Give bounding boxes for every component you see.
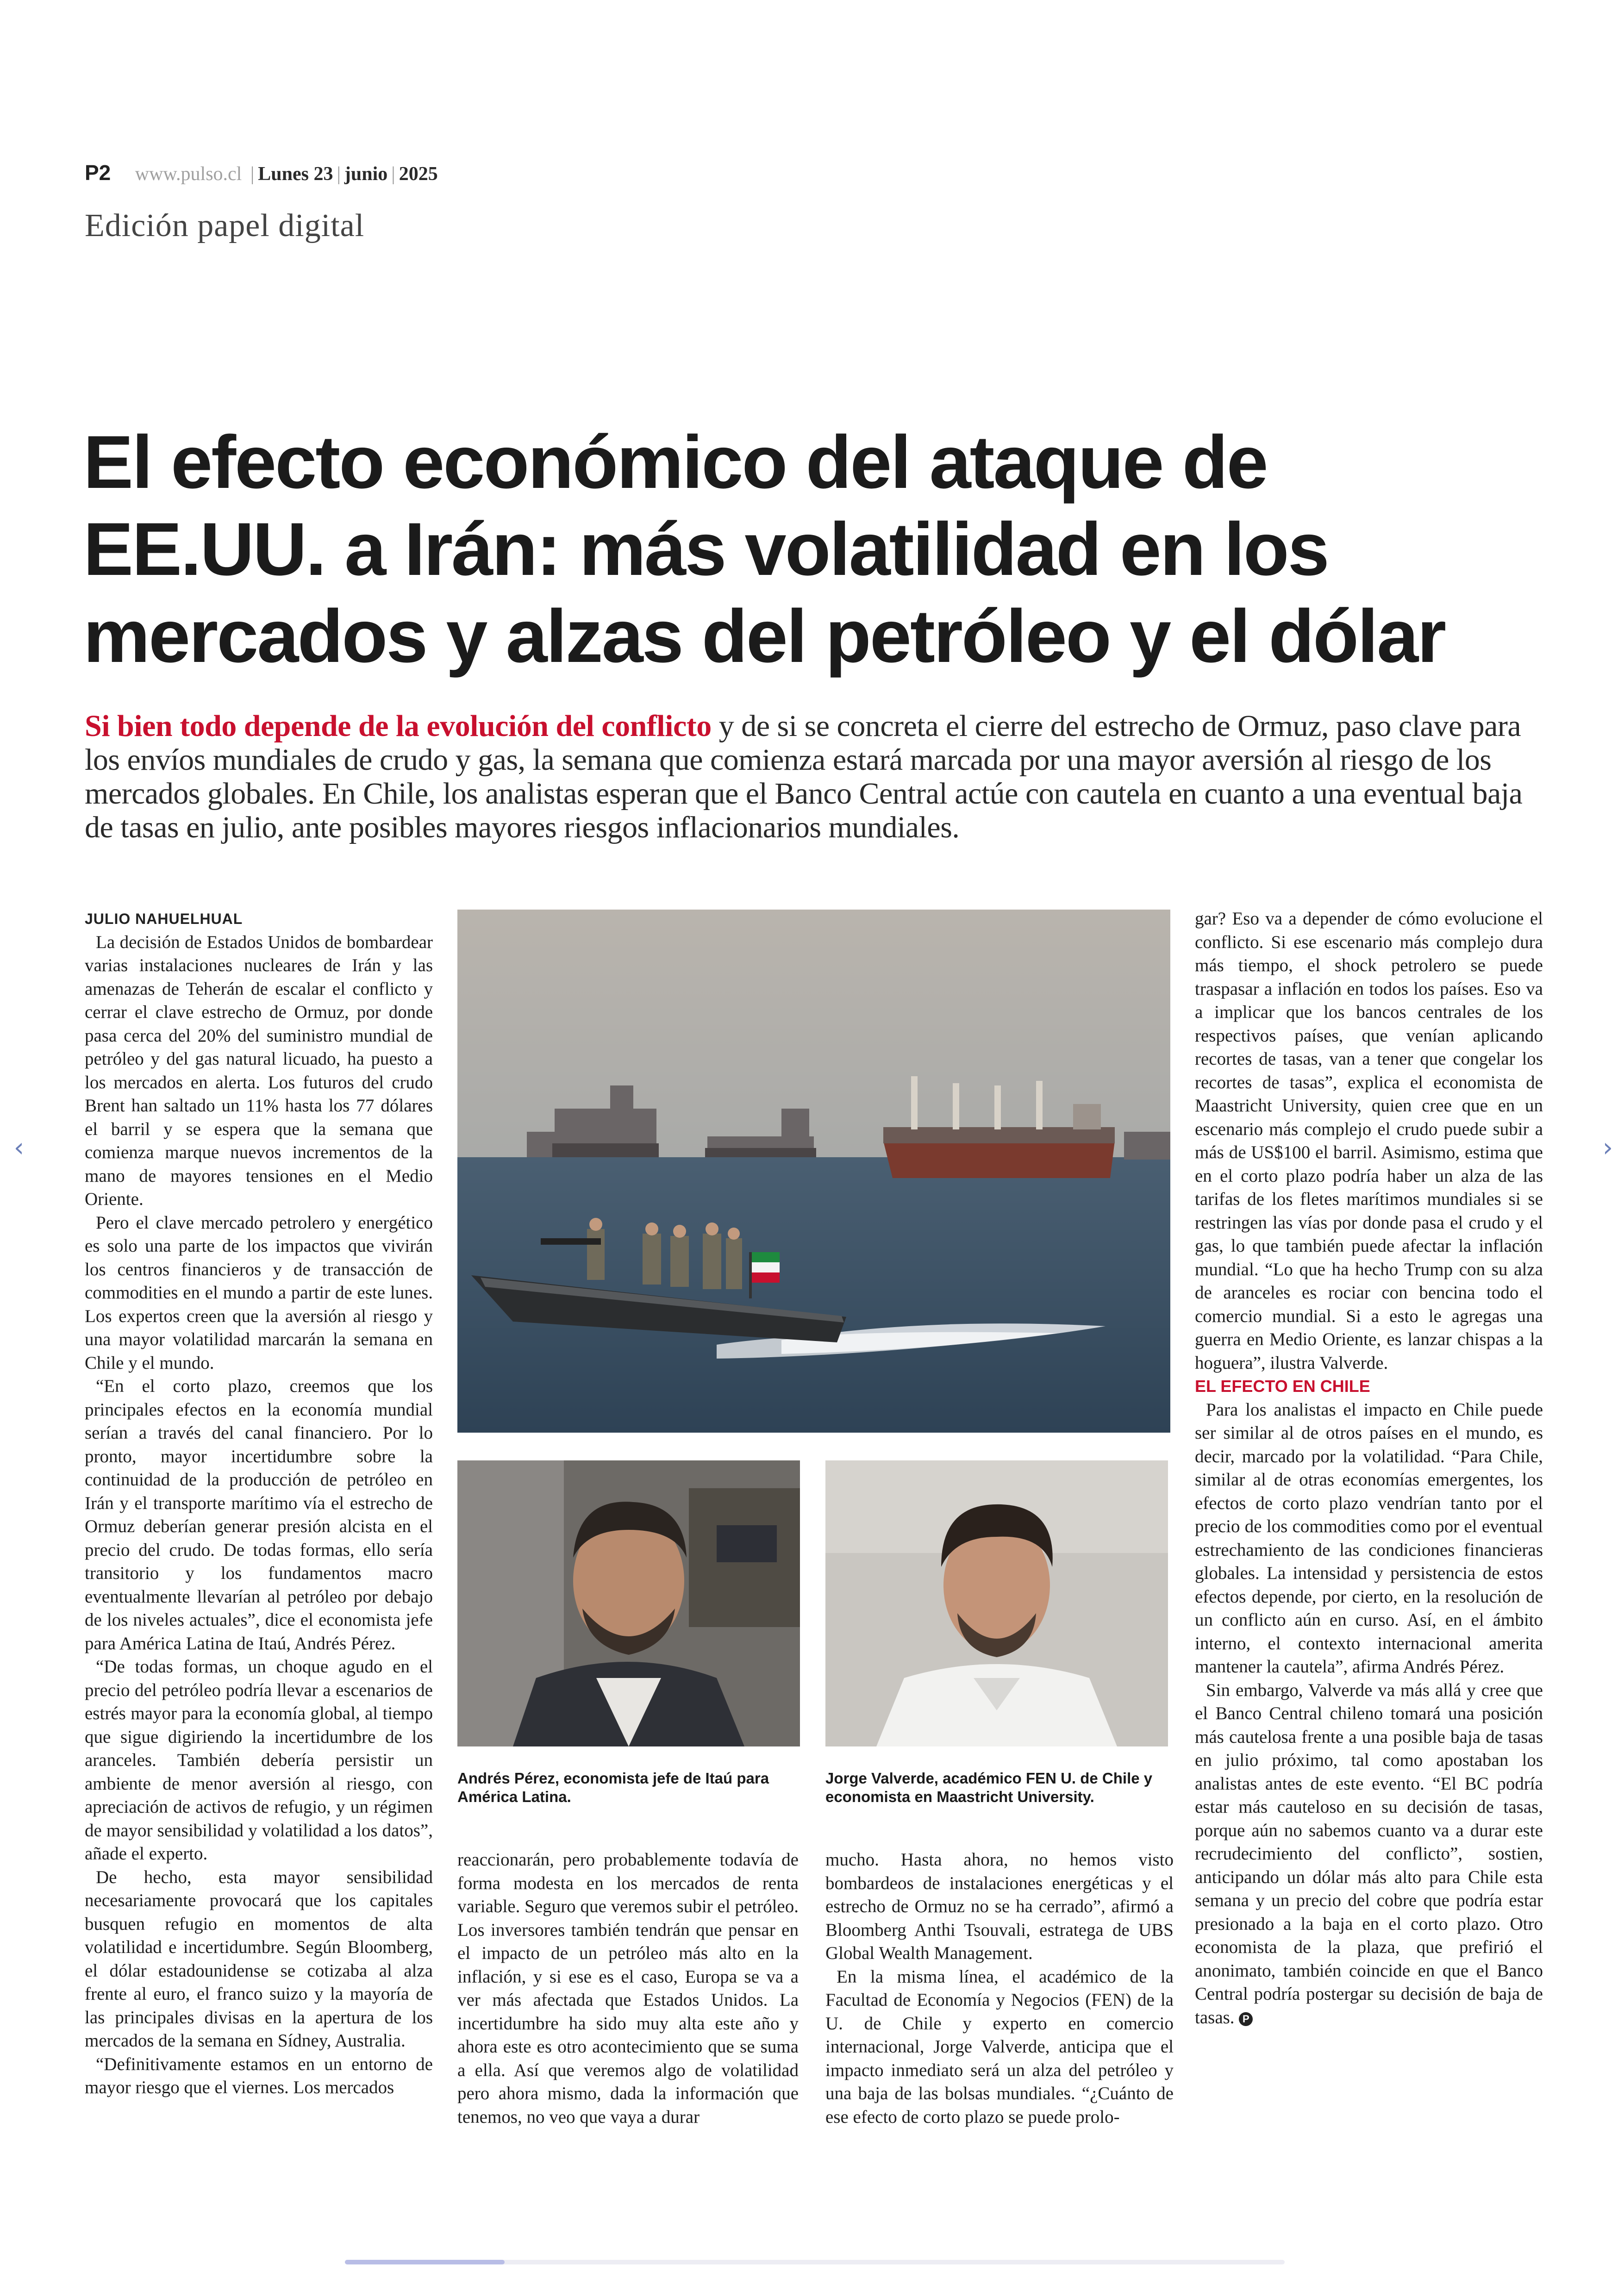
article-column-4 <box>1195 907 1543 2029</box>
issue-month: junio <box>344 163 388 185</box>
deck-lead: Si bien todo depende de la evolución del conflicto <box>85 709 712 743</box>
paragraph: “Definitivamente estamos en un entorno de mayor riesgo que el viernes. Los mercados <box>85 2054 433 2097</box>
headline-line: EE.UU. a Irán: más volatilidad en los <box>83 507 1328 591</box>
headline-line: mercados y alzas del petróleo y el dólar <box>83 594 1445 678</box>
paragraph: De hecho, esta mayor sensibilidad necesariamente provocará que los capitales busquen refugio en momentos de alta volatilidad e incertidumbre. Según Bloomberg, el dólar estadounidense se cotizaba al alza frente al euro, el franco suizo y la mayoría de las principales divisas en la apertura de los mercados de la semana en Sídney, Australia. <box>85 1867 433 2051</box>
article-headline <box>83 419 1565 680</box>
paragraph-text: Sin embargo, Valverde va más allá y cree que el Banco Central chileno tomará una posición más cautelosa frente a una posible baja de tasas en julio próximo, tal como apostaban los analistas antes de este evento. “El BC podría estar más cauteloso en su decisión de tasas, porque aún no sabemos cuanto va a durar este recrudecimiento del conflicto”, sostien, anticipando un dólar más alto para Chile esta semana y un precio del cobre que podría estar presionado a la baja en el corto plazo. Otro economista de la plaza, que prefirió el anonimato, también coincide en que el Banco Central podría postergar su decisión de baja de tasas. <box>1195 1680 1543 2027</box>
paragraph: En la misma línea, el académico de la Facultad de Economía y Negocios (FEN) de la U. de Chile y experto en comercio internacional, Jorge Valverde, anticipa que el impacto inmediato será un alza del petróleo y una baja de las bolsas mundiales. “¿Cuánto de ese efecto de corto plazo se puede prolo- <box>825 1966 1174 2127</box>
paragraph: “En el corto plazo, creemos que los principales efectos en la economía mundial serían a través del canal financiero. Por lo pronto, mayor incertidumbre sobre la continuidad de la producción de petróleo en Irán y el transporte marítimo vía el estrecho de Ormuz deberían generar presión alcista en el precio del crudo. De todas formas, ello sería transitorio y los fundamentos macro eventualmente llevarían al petróleo por debajo de los niveles actuales”, dice el economista jefe para América Latina de Itaú, Andrés Pérez. <box>85 1376 433 1653</box>
photo-jorge-valverde <box>825 1460 1168 1746</box>
previous-page-button[interactable]: ‹ <box>13 1133 25 1163</box>
article-column-2 <box>457 1848 799 2129</box>
article-column-1 <box>85 907 433 2100</box>
paragraph <box>1195 1679 1543 2030</box>
caption-andres-perez: Andrés Pérez, economista jefe de Itaú para América Latina. <box>457 1770 769 1805</box>
paragraph: Pero el clave mercado petrolero y energético es solo una parte de los impactos que vivirán los centros financieros y de transacción de commodities en el mundo a partir de este lunes. Los expertos creen que la aversión al riesgo y una mayor volatilidad marcarán la semana en Chile y el mundo. <box>85 1212 433 1373</box>
paragraph: La decisión de Estados Unidos de bombardear varias instalaciones nucleares de Irán y las amenazas de Teherán de escalar el conflicto y cerrar el clave estrecho de Ormuz, por donde pasa cerca del 20% del suministro mundial de petróleo y del gas natural licuado, ha puesto a los mercados en alerta. Los futuros del crudo Brent han saltado un 11% hasta los 77 dólares el barril y se espera que la semana que comienza marque nuevos incrementos de la mano de mayores tensiones en el Medio Oriente. <box>85 932 433 1209</box>
issue-day: Lunes 23 <box>258 163 333 185</box>
paragraph: reaccionarán, pero probablemente todavía de forma modesta en los mercados de renta variable. Seguro que veremos subir el petróleo. Los inversores también tendrán que pensar en el impacto de un petróleo más alto en la inflación, y si ese es el caso, Europa se va a ver más afectada que Estados Unidos. La incertidumbre ha sido muy alta este año y ahora este es otro acontecimiento que se suma a ella. Así que veremos algo de volatilidad pero ahora mismo, dada la información que tenemos, no veo que vaya a durar <box>457 1850 799 2127</box>
page-header: P2 www.pulso.cl | Lunes 23 | junio | 2025 <box>85 161 438 185</box>
main-photo-strait-of-hormuz <box>457 910 1170 1433</box>
caption-jorge-valverde: Jorge Valverde, académico FEN U. de Chile y economista en Maastricht University. <box>825 1770 1153 1805</box>
article-deck <box>85 709 1543 844</box>
section-subhead: EL EFECTO EN CHILE <box>1195 1377 1370 1396</box>
deck-text: y de si se concreta el cierre del estrecho de Ormuz, paso clave para los envíos mundiales de crudo y gas, la semana que comienza estará marcada por una mayor aversión al riesgo de los mercados globales. En Chile, los analistas esperan que el Banco Central actúe con cautela en cuanto a una eventual baja de tasas en julio, ante posibles mayores riesgos inflacionarios mundiales. <box>85 709 1523 844</box>
site-url: www.pulso.cl <box>135 163 242 185</box>
edition-label: Edición papel digital <box>85 208 365 243</box>
article-column-3 <box>825 1848 1174 2129</box>
byline: JULIO NAHUELHUAL <box>85 911 243 927</box>
paragraph: Para los analistas el impacto en Chile puede ser similar al de otros países en el mundo, es decir, marcado por la volatilidad. “Para Chile, similar al de otras economías emergentes, los efectos de corto plazo vendrían tanto por el precio de los commodities como por el eventual estrechamiento de las condiciones financieras globales. La intensidad y persistencia de estos efectos depende, por cierto, en la resolución de un conflicto aún en curso. Así, en el ámbito interno, el contexto internacional amerita mantener la cautela”, afirma Andrés Pérez. <box>1195 1399 1543 1677</box>
end-mark-icon: P <box>1239 2012 1253 2026</box>
paragraph: gar? Eso va a depender de cómo evolucione el conflicto. Si ese escenario más complejo dura más tiempo, el shock petrolero se puede traspasar a inflación en todos los países. Eso va a implicar que los bancos centrales de los respectivos países, que venían aplicando recortes de tasas, van a tener que congelar los recortes de tasas”, explica el economista de Maastricht University, quien cree que en un escenario más complejo el crudo puede subir a más de US$100 el barril. Asimismo, estima que en el corto plazo podría haber un alza de las tarifas de los fletes marítimos mundiales si se restringen las vías por donde pasa el crudo y el gas, lo que también puede afectar la inflación mundial. “Lo que ha hecho Trump con su alza de aranceles es rociar con bencina todo el comercio mundial. Si a esto le agregas una guerra en Medio Oriente, es lanzar chispas a la hoguera”, ilustra Valverde. <box>1195 909 1543 1373</box>
page-progress-fill <box>345 2260 505 2264</box>
issue-year: 2025 <box>399 163 438 185</box>
next-page-button[interactable]: › <box>1602 1133 1613 1163</box>
page-label: P2 <box>85 161 111 185</box>
page-progress-bar[interactable] <box>345 2260 1285 2264</box>
paragraph: “De todas formas, un choque agudo en el precio del petróleo podría llevar a escenarios de estrés mayor para la economía global, al tiempo que sigue digiriendo la incertidumbre de los aranceles. También debería persistir un ambiente de menor aversión al riesgo, con apreciación de activos de refugio, y un régimen de mayor sensibilidad y volatilidad a los datos”, añade el experto. <box>85 1657 433 1864</box>
headline-line: El efecto económico del ataque de <box>83 420 1267 504</box>
paragraph: mucho. Hasta ahora, no hemos visto bombardeos de instalaciones energéticas y el estrecho de Ormuz no se ha cerrado”, afirmó a Bloomberg Anthi Tsouvali, estratega de UBS Global Wealth Management. <box>825 1850 1174 1963</box>
photo-andres-perez <box>457 1460 800 1746</box>
